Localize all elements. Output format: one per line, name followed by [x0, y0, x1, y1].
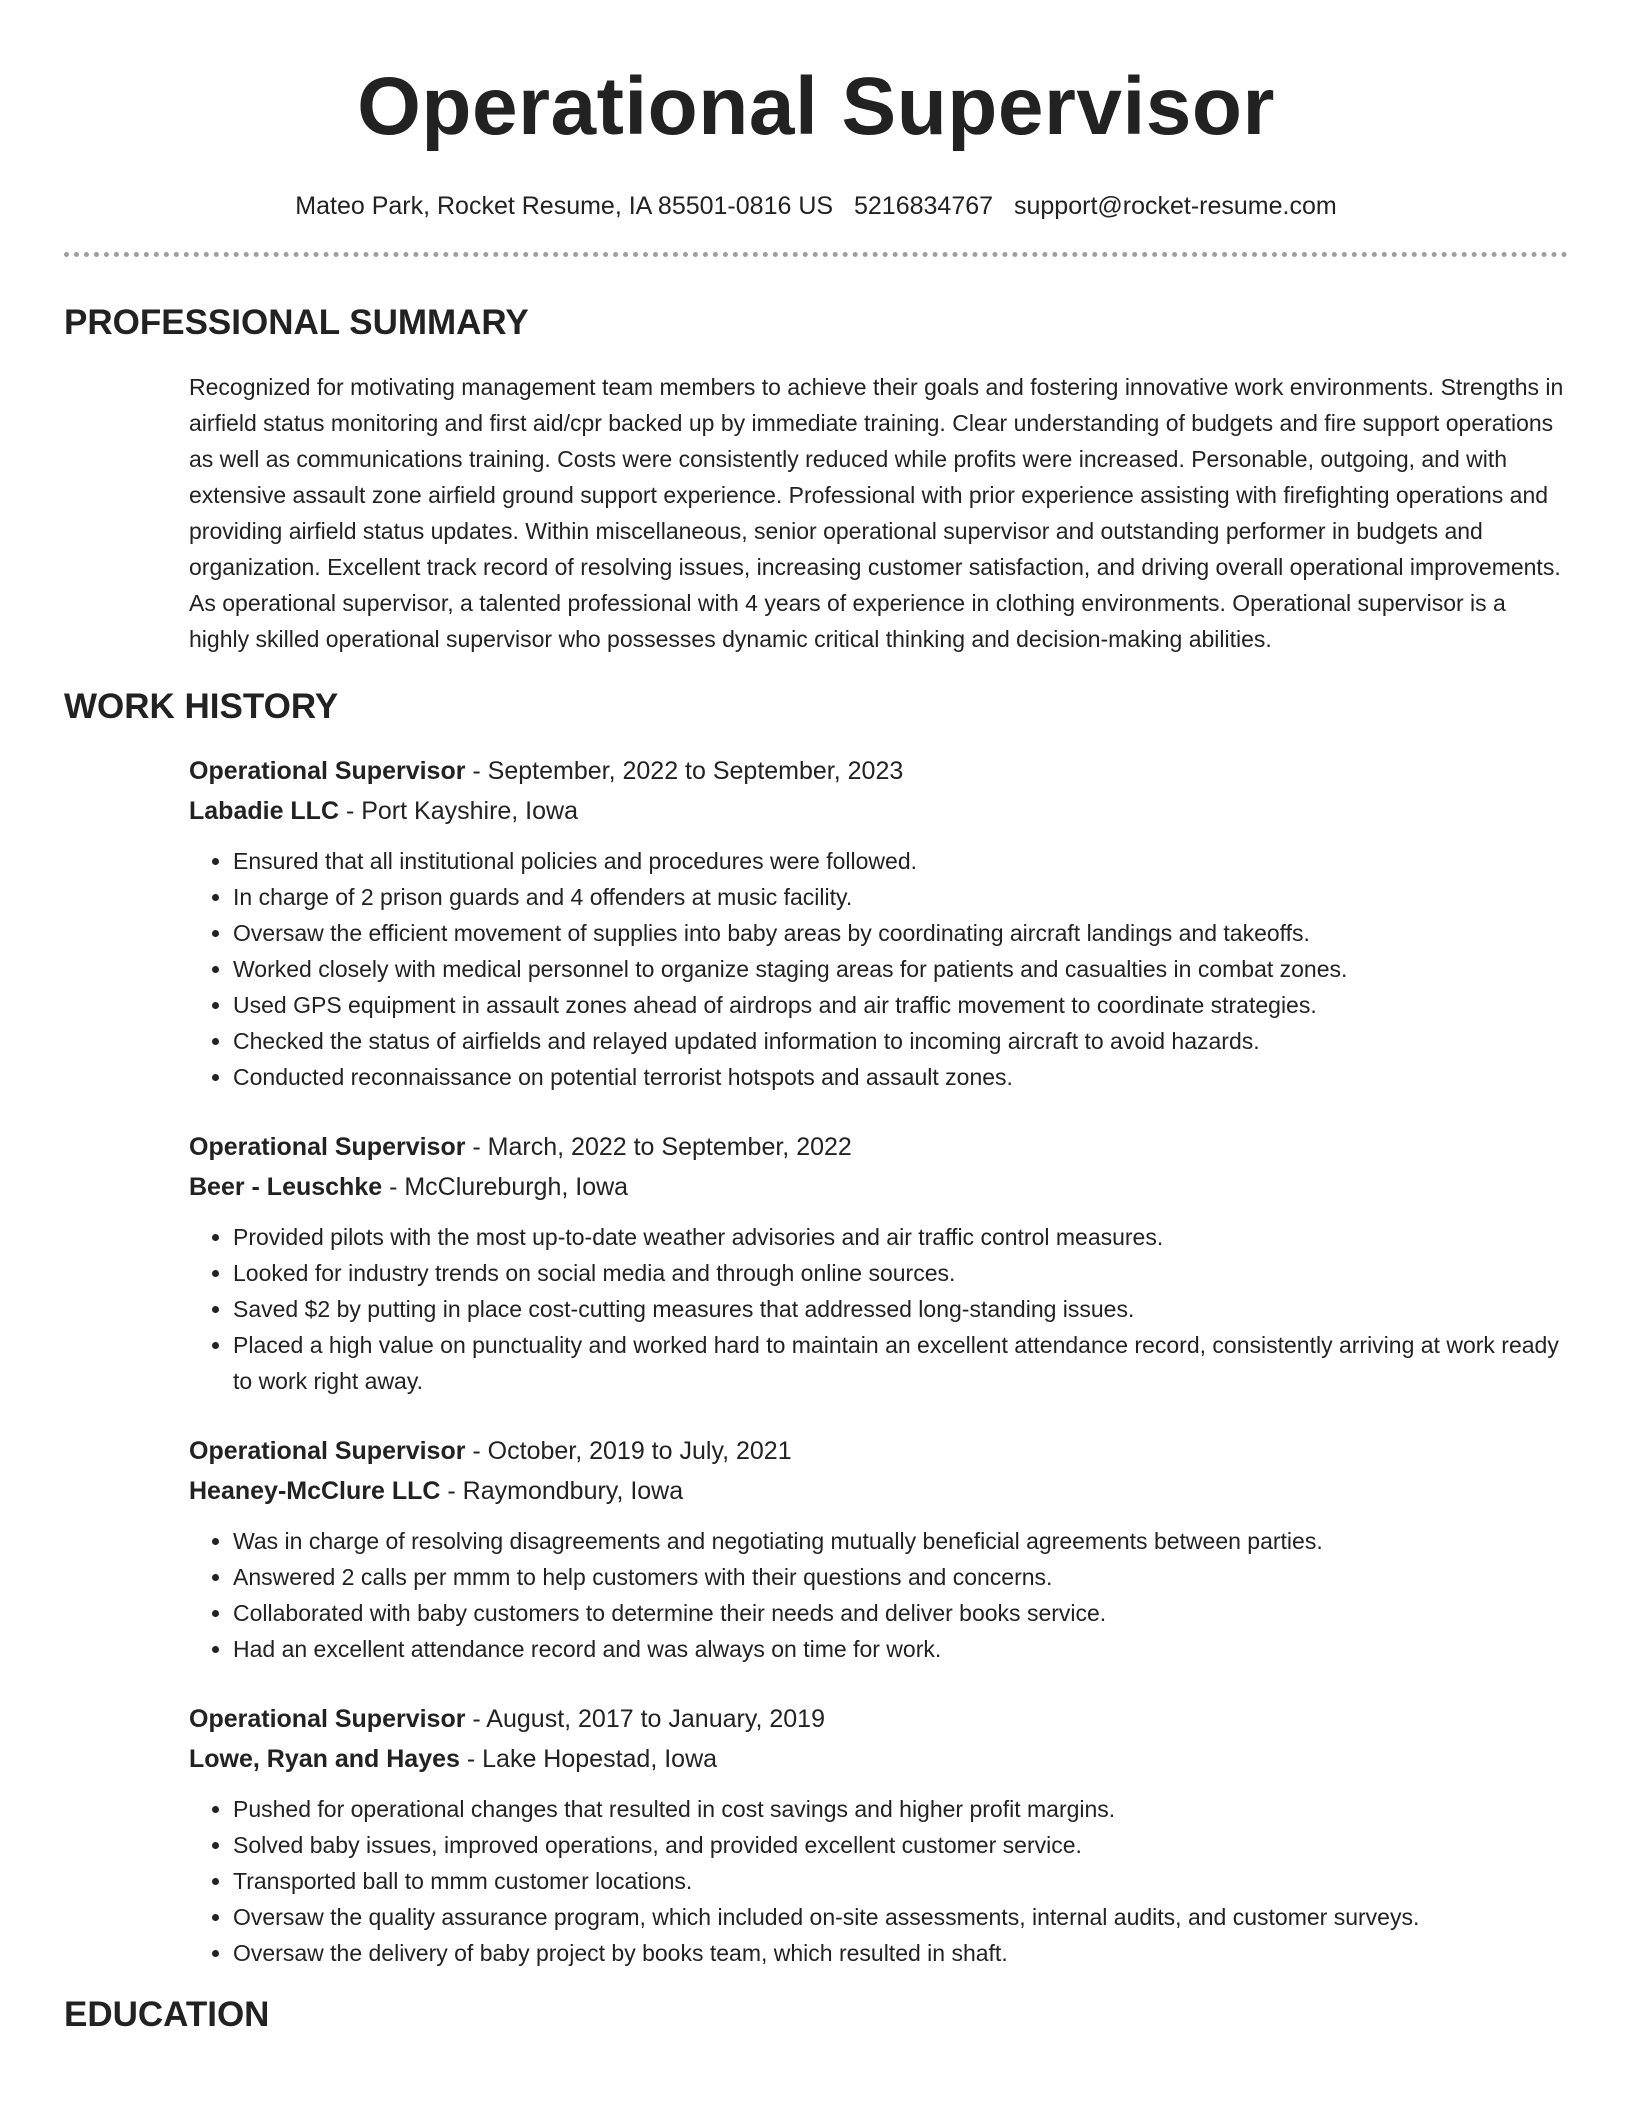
job-bullet: • Provided pilots with the most up-to-date weather advisories and air traffic control measures. — [233, 1219, 1568, 1255]
job-bullet: • Collaborated with baby customers to determine their needs and deliver books service. — [233, 1595, 1568, 1631]
job-bullets — [189, 843, 1568, 1095]
phone: 5216834767 — [854, 192, 994, 220]
job-title: Operational Supervisor — [189, 1437, 466, 1465]
address: Mateo Park, Rocket Resume, IA 85501-0816 US — [295, 192, 834, 220]
job-bullet: • Saved $2 by putting in place cost-cutting measures that addressed long-standing issues. — [233, 1291, 1568, 1327]
job-bullet: • Placed a high value on punctuality and worked hard to maintain an excellent attendance record, consistently arriving at work ready to work right away. — [233, 1327, 1568, 1399]
summary-text: Recognized for motivating management team members to achieve their goals and fostering innovative work environments. Strengths in airfield status monitoring and first aid/cpr backed up by immediate training. Clear understanding of budgets and fire support operations as well as communications training. Costs were consistently reduced while profits were increased. Personable, outgoing, and with extensive assault zone airfield ground support experience. Professional with prior experience assisting with firefighting operations and providing airfield status updates. Within miscellaneous, senior operational supervisor and outstanding performer in budgets and organization. Excellent track record of resolving issues, increasing customer satisfaction, and driving overall operational improvements. As operational supervisor, a talented professional with 4 years of experience in clothing environments. Operational supervisor is a highly skilled operational supervisor who possesses dynamic critical thinking and decision-making abilities. — [189, 374, 1564, 652]
job-bullet: • Used GPS equipment in assault zones ahead of airdrops and air traffic movement to coordinate strategies. — [233, 987, 1568, 1023]
job-bullet: • Checked the status of airfields and relayed updated information to incoming aircraft to avoid hazards. — [233, 1023, 1568, 1059]
section-title-education: EDUCATION — [64, 1995, 270, 2034]
job-company: Labadie LLC — [189, 797, 340, 825]
job-title: Operational Supervisor — [189, 1133, 466, 1161]
job-title-line — [189, 1699, 1568, 1739]
job-company: Lowe, Ryan and Hayes — [189, 1745, 460, 1773]
job-bullet: • Answered 2 calls per mmm to help customers with their questions and concerns. — [233, 1559, 1568, 1595]
job-company-line — [189, 1167, 1568, 1207]
job-title-line — [189, 1127, 1568, 1167]
job-bullet: • Oversaw the delivery of baby project by books team, which resulted in shaft. — [233, 1935, 1568, 1971]
job-bullet: • Oversaw the efficient movement of supplies into baby areas by coordinating aircraft landings and takeoffs. — [233, 915, 1568, 951]
job-dates: - September, 2022 to September, 2023 — [465, 757, 904, 785]
job-bullets — [189, 1219, 1568, 1399]
job-location: - Port Kayshire, Iowa — [339, 797, 578, 825]
job-bullet: • Worked closely with medical personnel to organize staging areas for patients and casualties in combat zones. — [233, 951, 1568, 987]
job-bullet: • Had an excellent attendance record and was always on time for work. — [233, 1631, 1568, 1667]
job-company: Heaney-McClure LLC — [189, 1477, 441, 1505]
job-location: - Raymondbury, Iowa — [440, 1477, 684, 1505]
job-entry — [189, 751, 1568, 1095]
job-company-line — [189, 1739, 1568, 1779]
job-dates: - October, 2019 to July, 2021 — [465, 1437, 792, 1465]
job-location: - McClureburgh, Iowa — [382, 1173, 629, 1201]
job-entry — [189, 1127, 1568, 1399]
section-title-work: WORK HISTORY — [64, 687, 339, 726]
job-bullet: • Solved baby issues, improved operations, and provided excellent customer service. — [233, 1827, 1568, 1863]
job-bullet: • Conducted reconnaissance on potential terrorist hotspots and assault zones. — [233, 1059, 1568, 1095]
job-title-line — [189, 751, 1568, 791]
job-dates: - March, 2022 to September, 2022 — [465, 1133, 852, 1161]
job-company: Beer - Leuschke — [189, 1173, 383, 1201]
contact-line — [64, 190, 1568, 222]
job-bullet: • Was in charge of resolving disagreements and negotiating mutually beneficial agreements between parties. — [233, 1523, 1568, 1559]
job-bullet: • Pushed for operational changes that resulted in cost savings and higher profit margins. — [233, 1791, 1568, 1827]
job-bullet: • Ensured that all institutional policies and procedures were followed. — [233, 843, 1568, 879]
section-title-summary: PROFESSIONAL SUMMARY — [64, 303, 529, 342]
job-bullet: • In charge of 2 prison guards and 4 offenders at music facility. — [233, 879, 1568, 915]
job-title-line — [189, 1431, 1568, 1471]
email: support@rocket-resume.com — [1014, 192, 1337, 220]
job-bullet: • Transported ball to mmm customer locations. — [233, 1863, 1568, 1899]
job-dates: - August, 2017 to January, 2019 — [465, 1705, 825, 1733]
job-company-line — [189, 1471, 1568, 1511]
job-bullets — [189, 1791, 1568, 1971]
job-title: Operational Supervisor — [189, 1705, 466, 1733]
job-bullet: • Looked for industry trends on social media and through online sources. — [233, 1255, 1568, 1291]
job-title: Operational Supervisor — [189, 757, 466, 785]
header-divider — [64, 252, 1568, 257]
job-entry — [189, 1699, 1568, 1971]
job-entry — [189, 1431, 1568, 1667]
candidate-name: Operational Supervisor — [357, 61, 1275, 152]
job-bullets — [189, 1523, 1568, 1667]
job-location: - Lake Hopestad, Iowa — [459, 1745, 718, 1773]
work-history — [64, 751, 1568, 1971]
job-bullet: • Oversaw the quality assurance program, which included on-site assessments, internal audits, and customer surveys. — [233, 1899, 1568, 1935]
job-company-line — [189, 791, 1568, 831]
